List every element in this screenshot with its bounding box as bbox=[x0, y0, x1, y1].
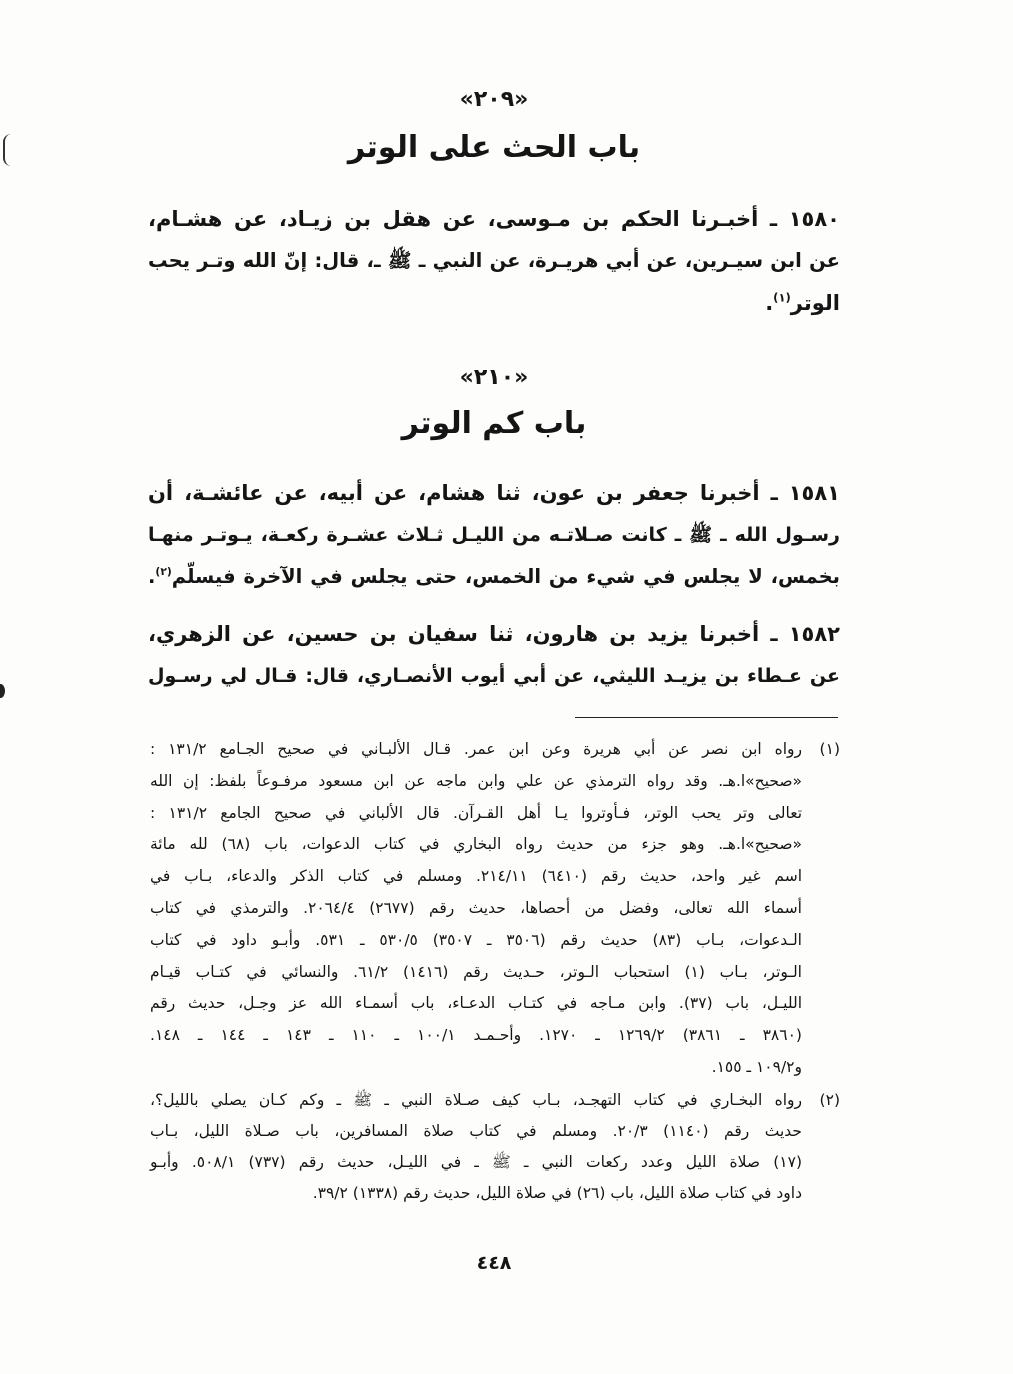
hadith-1580 bbox=[148, 198, 840, 324]
footnote-line: الـوتر، بـاب (١) استحباب الـوتر، حـديث رقم (١٤١٦) ٦١/٢. والنسائي في كتـاب قيـام bbox=[150, 962, 802, 981]
scan-mark bbox=[0, 684, 5, 698]
footnote-line: تعالى وتر يحب الوتر، فـأوتروا يـا أهل القـرآن. قال الألباني في صحيح الجامع ١٣١/٢ : bbox=[150, 803, 803, 822]
footnote-line: الليـل، باب (٣٧). وابن مـاجه في كتـاب الدعـاء، باب أسمـاء الله عز وجـل، حديث رقم bbox=[150, 994, 802, 1013]
footnote-line: أسماء الله تعالى، وفضل من أحصاها، حديث رقم (٢٦٧٧) ٢٠٦٤/٤. والترمذي في كتاب bbox=[150, 898, 802, 917]
footnote-line: «صحيح»ا.هـ. وهو جزء من حديث رواه البخاري في كتاب الدعوات، باب (٦٨) لله مائة bbox=[150, 835, 802, 854]
page-number: ٤٤٨ bbox=[476, 1252, 512, 1274]
paragraph-line: عن عـطاء بن يزيـد الليثي، عن أبي أيوب الأنصـاري، قال: قـال لي رسـول bbox=[148, 665, 840, 687]
footnote-line: رواه البخـاري في كتاب التهجـد، بـاب كيف صـلاة النبي ـ ﷺ ـ وكم كـان يصلي بالليل؟، bbox=[150, 1091, 802, 1109]
line-end: . bbox=[765, 291, 774, 315]
footnote-line: (١٧) صلاة الليل وعدد ركعات النبي ـ ﷺ ـ في الليـل، حديث رقم (٧٣٧) ٥٠٨/١. وأبـو bbox=[150, 1153, 802, 1171]
footnote-line: داود في كتاب صلاة الليل، باب (٢٦) في صلاة الليل، حديث رقم (١٣٣٨) ٣٩/٢. bbox=[312, 1184, 802, 1202]
footnote-number: (٢) bbox=[819, 1091, 840, 1109]
paragraph-line bbox=[148, 282, 840, 324]
footnote-reference: (١) bbox=[773, 290, 791, 305]
footnote-line: اسم غير واحد، حديث رقم (٦٤١٠) ٢١٤/١١. ومسلم في كتاب الذكر والدعاء، بـاب في bbox=[150, 867, 802, 886]
footnote-line: رواه ابن نصر عن أبي هريرة وعن ابن عمر. قـال الألبـاني في صحيح الجـامع ١٣١/٢ : bbox=[150, 740, 802, 758]
scan-mark bbox=[3, 134, 11, 166]
footnote-line: و١٠٩/٢ ـ ١٥٥. bbox=[711, 1057, 802, 1076]
footnote-2 bbox=[150, 1085, 840, 1209]
section-number: «٢٠٩» bbox=[459, 87, 529, 112]
footnote-line: «صحيح»ا.هـ. وقد رواه الترمذي عن علي وابن ماجه عن ابن مسعود مرفـوعاً بلفظ: إن الله bbox=[150, 771, 802, 790]
hadith-1581 bbox=[148, 472, 840, 598]
footnote-reference: (٢) bbox=[155, 564, 172, 578]
paragraph-line: ١٥٨٠ ـ أخبـرنا الحكم بن مـوسى، عن هقل بن زيـاد، عن هشـام، bbox=[148, 207, 840, 231]
footnote-line: الـدعوات، بـاب (٨٣) حديث رقم (٣٥٠٦ ـ ٣٥٠٧) ٥٣٠/٥ ـ ٥٣١. وأبـو داود في كتاب bbox=[150, 930, 802, 949]
paragraph-line: ١٥٨١ ـ أخبرنا جعفر بن عون، ثنا هشام، عن أبيه، عن عائشـة، أن bbox=[148, 481, 840, 505]
section-title: باب كم الوتر bbox=[401, 406, 587, 441]
footnote-number: (١) bbox=[819, 740, 840, 758]
line-end: . bbox=[148, 565, 156, 588]
footnote-line: حديث رقم (١١٤٠) ٢٠/٣. ومسلم في كتاب صلاة المسافرين، باب صـلاة الليل، بـاب bbox=[150, 1122, 802, 1140]
line-text: بخمس، لا يجلس في شيء من الخمس، حتى يجلس في الآخرة فيسلّم bbox=[171, 565, 840, 588]
paragraph-line bbox=[148, 556, 840, 598]
footnote-line: (٣٨٦٠ ـ ٣٨٦١) ١٢٦٩/٢ ـ ١٢٧٠. وأحـمـد ١٠٠/١ ـ ١١٠ ـ ١٤٣ ـ ١٤٤ ـ ١٤٨. bbox=[150, 1026, 802, 1045]
section-number: «٢١٠» bbox=[459, 365, 529, 390]
paragraph-line: رسـول الله ـ ﷺ ـ كانت صـلاتـه من الليـل ثـلاث عشـرة ركعـة، يـوتـر منهـا bbox=[148, 524, 840, 546]
section-title: باب الحث على الوتر bbox=[347, 130, 641, 165]
paragraph-line: ١٥٨٢ ـ أخبرنا يزيد بن هارون، ثنا سفيان بن حسين، عن الزهري، bbox=[148, 622, 840, 646]
footnote-divider bbox=[575, 717, 838, 718]
footnote-1 bbox=[150, 734, 840, 1084]
hadith-1582 bbox=[148, 613, 840, 697]
line-text: الوتر bbox=[790, 291, 840, 315]
paragraph-line: عن ابن سيـرين، عن أبي هريـرة، عن النبي ـ ﷺ ـ، قال: إنّ الله وتـر يحب bbox=[148, 249, 840, 272]
